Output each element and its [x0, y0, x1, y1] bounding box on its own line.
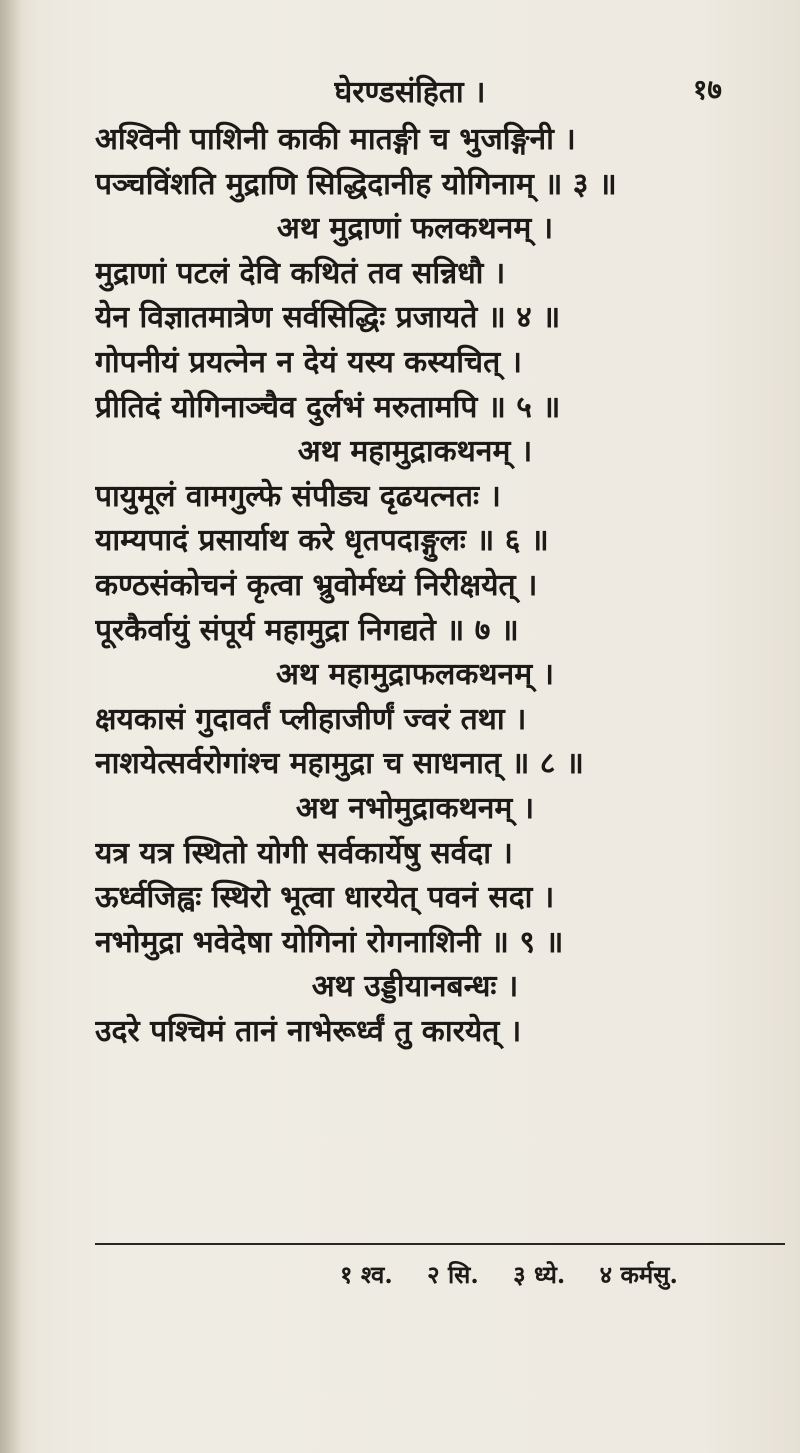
- verse-line: मुद्राणां पटलं देवि कथितं तव सन्निधौ ।: [95, 255, 506, 291]
- verse-line: नाशयेत्सर्वरोगांश्च महामुद्रा च साधनात् ॥ ८ ॥: [95, 746, 584, 782]
- footnote-divider: [95, 1243, 785, 1245]
- verse-line: पायुमूलं वामगुल्फे संपीड्य दृढयत्नतः ।: [95, 478, 501, 514]
- footnotes: [340, 1258, 740, 1291]
- verse-line: येन विज्ञातमात्रेण सर्वसिद्धिः प्रजायते ॥ ४ ॥: [95, 300, 561, 336]
- page-header: [90, 62, 730, 118]
- verse-line: नभोमुद्रा भवेदेषा योगिनां रोगनाशिनी ॥ ९ ॥: [95, 924, 564, 960]
- section-heading: अथ उड्डीयानबन्धः ।: [311, 969, 519, 1005]
- section-heading: अथ मुद्राणां फलकथनम् ।: [276, 211, 554, 247]
- footnote: ४ कर्मसु.: [599, 1260, 678, 1289]
- section-heading: अथ महामुद्राकथनम् ।: [297, 434, 533, 470]
- running-head: घेरण्डसंहिता ।: [334, 75, 486, 110]
- verse-line: प्रीतिदं योगिनाञ्चैव दुर्लभं मरुतामपि ॥ ५ ॥: [95, 389, 561, 425]
- page-number: १७: [692, 73, 722, 106]
- verse-line: अश्विनी पाशिनी काकी मातङ्गी च भुजङ्गिनी ।: [95, 122, 576, 157]
- section-heading: अथ नभोमुद्राकथनम् ।: [295, 790, 535, 826]
- footnote: २ सि.: [427, 1260, 479, 1289]
- footnote: ३ ध्ये.: [513, 1260, 566, 1289]
- verse-line: गोपनीयं प्रयत्नेन न देयं यस्य कस्यचित् ।: [95, 344, 523, 380]
- footnote: १ श्व.: [340, 1260, 393, 1289]
- verse-line: पूरकैर्वायुं संपूर्य महामुद्रा निगद्यते ॥ ७ ॥: [95, 612, 519, 648]
- verse-line: कण्ठसंकोचनं कृत्वा भ्रुवोर्मध्यं निरीक्षयेत् ।: [95, 567, 538, 603]
- verse-line: यत्र यत्र स्थितो योगी सर्वकार्येषु सर्वदा ।: [95, 835, 513, 871]
- verse-line: याम्यपादं प्रसार्याथ करे धृतपदाङ्गुलः ॥ ६ ॥: [95, 523, 549, 559]
- verse-line: ऊर्ध्वजिह्वः स्थिरो भूत्वा धारयेत् पवनं सदा ।: [95, 880, 555, 916]
- verse-line: क्षयकासं गुदावर्तं प्लीहाजीर्णं ज्वरं तथा ।: [95, 701, 527, 737]
- verse-line: उदरे पश्चिमं तानं नाभेरूर्ध्वं तु कारयेत् ।: [95, 1013, 522, 1049]
- verse-text-block: [95, 118, 735, 1054]
- verse-line: पञ्चविंशति मुद्राणि सिद्धिदानीह योगिनाम् ॥ ३ ॥: [95, 166, 617, 202]
- page-spine-shadow: [0, 0, 22, 1453]
- section-heading: अथ महामुद्राफलकथनम् ।: [276, 657, 554, 693]
